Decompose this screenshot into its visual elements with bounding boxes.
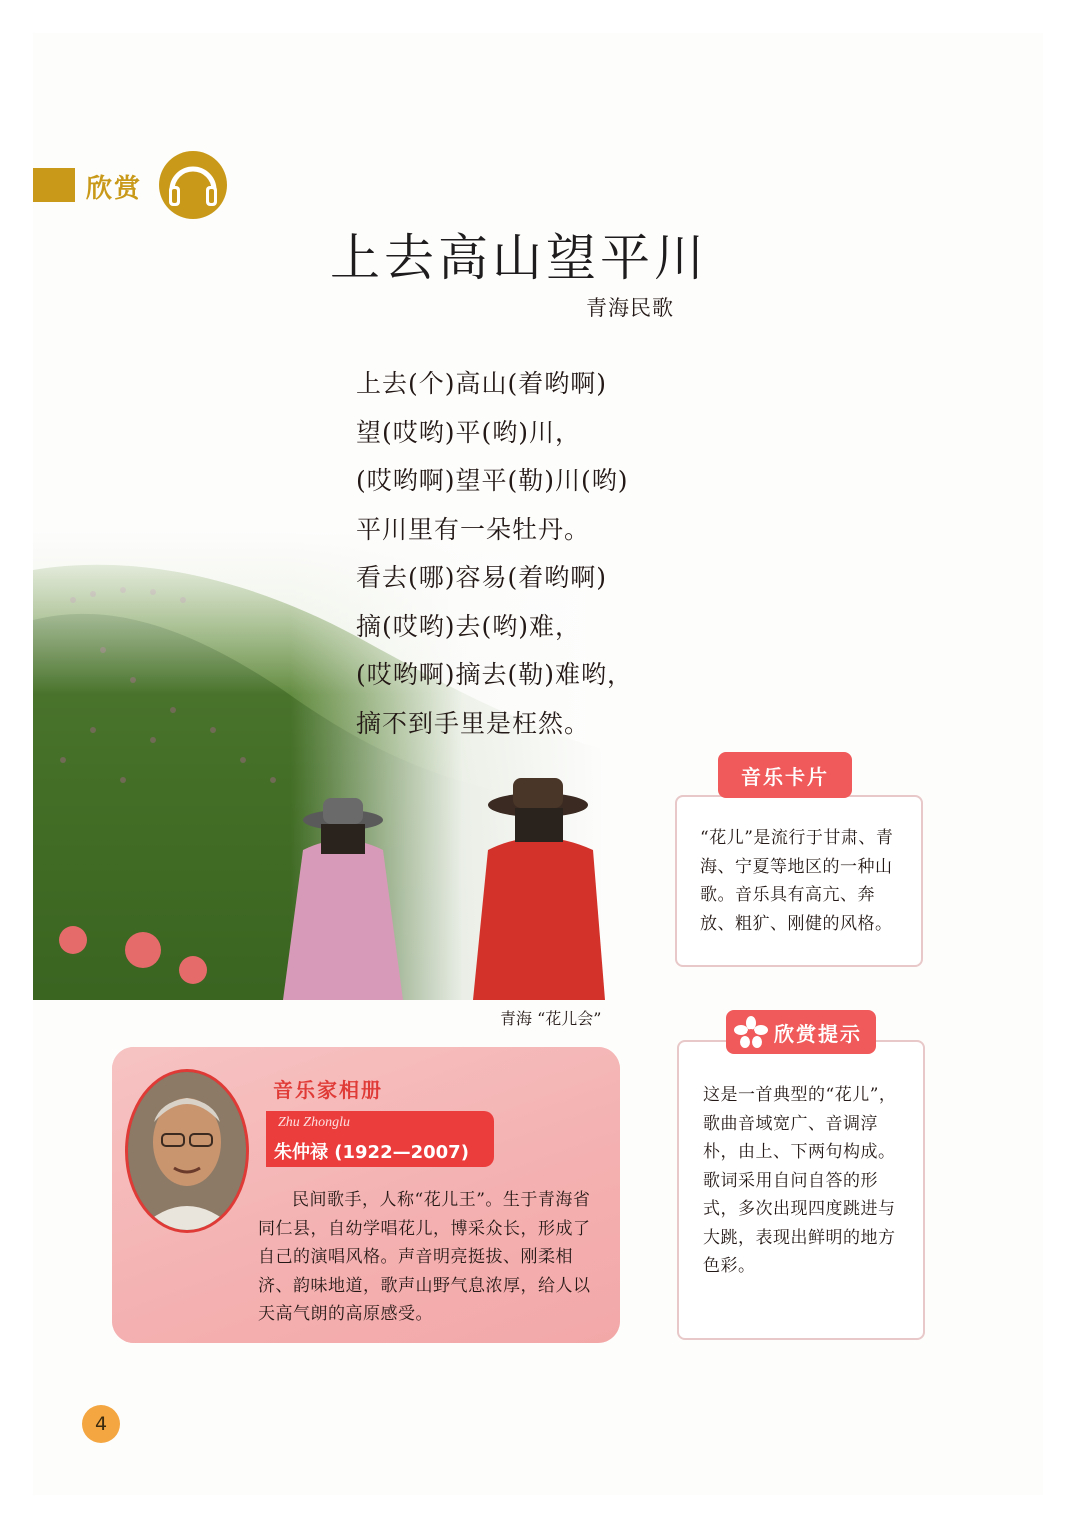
page-number: 4 bbox=[82, 1405, 120, 1443]
song-subtitle: 青海民歌 bbox=[586, 296, 674, 320]
lyric-line: 上去(个)高山(着哟啊) bbox=[356, 369, 608, 398]
lyric-line: (哎哟啊)望平(勒)川(哟) bbox=[356, 466, 629, 495]
lyrics-block bbox=[356, 360, 633, 748]
music-card-title: 音乐卡片 bbox=[718, 752, 852, 798]
appreciation-tip-title: 欣赏提示 bbox=[774, 1021, 862, 1046]
lyric-line: 摘不到手里是枉然。 bbox=[356, 708, 591, 738]
section-tag-bar bbox=[33, 168, 75, 202]
headphones-icon bbox=[158, 150, 228, 220]
lyric-line: 看去(哪)容易(着哟啊) bbox=[356, 563, 608, 592]
lyric-line: (哎哟啊)摘去(勒)难哟， bbox=[356, 660, 634, 689]
flower-icon bbox=[734, 1016, 768, 1053]
musician-name: 朱仲禄 (1922—2007) bbox=[274, 1142, 469, 1163]
section-label: 欣赏 bbox=[86, 174, 143, 204]
musician-pinyin: Zhu Zhonglu bbox=[278, 1115, 350, 1130]
lyric-line: 平川里有一朵牡丹。 bbox=[356, 514, 591, 544]
musician-panel-title: 音乐家相册 bbox=[273, 1078, 383, 1102]
photo-caption: 青海 “花儿会” bbox=[500, 1009, 602, 1028]
appreciation-tip-text: 这是一首典型的“花儿”，歌曲音域宽广、音调淳朴，由上、下两句构成。歌词采用自问自答的形式，多次出现四度跳进与大跳，表现出鲜明的地方色彩。 bbox=[703, 1085, 897, 1276]
musician-portrait bbox=[125, 1069, 249, 1233]
lyric-line: 望(哎哟)平(哟)川， bbox=[356, 417, 582, 447]
musician-bio: 民间歌手，人称“花儿王”。生于青海省同仁县，自幼学唱花儿，博采众长，形成了自己的演唱风格。声音明亮挺拔、刚柔相济、韵味地道，歌声山野气息浓厚，给人以天高气朗的高原感受。 bbox=[258, 1190, 591, 1324]
lyric-line: 摘(哎哟)去(哟)难， bbox=[356, 611, 582, 641]
song-title: 上去高山望平川 bbox=[330, 229, 708, 287]
appreciation-tip-header bbox=[726, 1010, 876, 1054]
music-card-text: “花儿”是流行于甘肃、青海、宁夏等地区的一种山歌。音乐具有高亢、奔放、粗犷、刚健的风格。 bbox=[700, 828, 894, 934]
